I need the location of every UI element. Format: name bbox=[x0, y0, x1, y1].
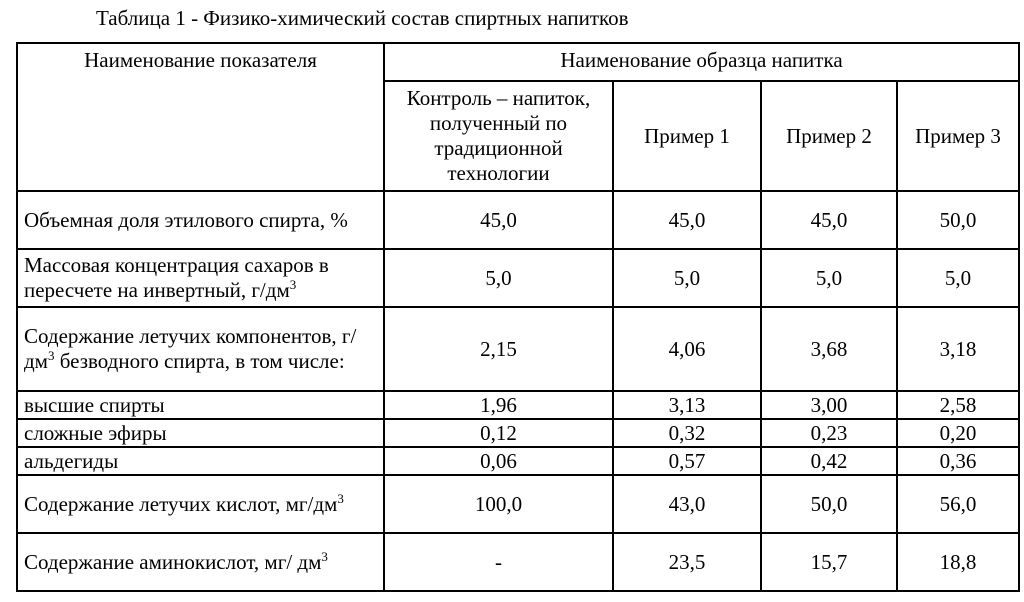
cell-control: 0,06 bbox=[384, 447, 613, 475]
cell-example-1: 5,0 bbox=[613, 249, 761, 307]
row-name-volatile-acids: Содержание летучих кислот, $мг/дм^3$ bbox=[17, 475, 384, 533]
header-sample-group: Наименование образца напитка bbox=[384, 43, 1019, 81]
cell-example-1: 45,0 bbox=[613, 191, 761, 249]
cell-example-3: 0,20 bbox=[897, 419, 1019, 447]
header-row-1 bbox=[17, 43, 1019, 81]
cell-example-3: 5,0 bbox=[897, 249, 1019, 307]
cell-example-2: 15,7 bbox=[761, 533, 897, 591]
row-name-sugars: Массовая концентрация сахаров в пересчете на инвертный, $г/дм^3$ bbox=[17, 249, 384, 307]
cell-example-3: 3,18 bbox=[897, 307, 1019, 391]
cell-control: 2,15 bbox=[384, 307, 613, 391]
cell-control: 45,0 bbox=[384, 191, 613, 249]
cell-example-1: 43,0 bbox=[613, 475, 761, 533]
cell-control: 1,96 bbox=[384, 391, 613, 419]
table-row bbox=[17, 475, 1019, 533]
row-name-amino-acids: Содержание аминокислот, мг/ $дм^3$ bbox=[17, 533, 384, 591]
cell-example-2: 3,68 bbox=[761, 307, 897, 391]
table-row bbox=[17, 391, 1019, 419]
row-name-aldehydes: альдегиды bbox=[17, 447, 384, 475]
row-name-esters: сложные эфиры bbox=[17, 419, 384, 447]
header-example-1: Пример 1 bbox=[613, 81, 761, 191]
header-example-3: Пример 3 bbox=[897, 81, 1019, 191]
cell-example-1: 4,06 bbox=[613, 307, 761, 391]
cell-control: 0,12 bbox=[384, 419, 613, 447]
cell-control: - bbox=[384, 533, 613, 591]
cell-example-3: 2,58 bbox=[897, 391, 1019, 419]
header-example-2: Пример 2 bbox=[761, 81, 897, 191]
cell-example-3: 50,0 bbox=[897, 191, 1019, 249]
cell-example-3: 0,36 bbox=[897, 447, 1019, 475]
header-control: Контроль – напиток, полученный по традиционной технологии bbox=[384, 81, 613, 191]
cell-example-1: 0,57 bbox=[613, 447, 761, 475]
cell-example-1: 0,32 bbox=[613, 419, 761, 447]
cell-example-2: 5,0 bbox=[761, 249, 897, 307]
row-name-ethanol: Объемная доля этилового спирта, % bbox=[17, 191, 384, 249]
table-caption: Таблица 1 - Физико-химический состав спиртных напитков bbox=[96, 6, 629, 30]
table-row bbox=[17, 447, 1019, 475]
cell-example-1: 23,5 bbox=[613, 533, 761, 591]
cell-example-3: 18,8 bbox=[897, 533, 1019, 591]
header-indicator: Наименование показателя bbox=[17, 43, 384, 191]
table-row bbox=[17, 307, 1019, 391]
cell-example-2: 45,0 bbox=[761, 191, 897, 249]
cell-control: 5,0 bbox=[384, 249, 613, 307]
cell-example-1: 3,13 bbox=[613, 391, 761, 419]
cell-example-2: 0,23 bbox=[761, 419, 897, 447]
cell-example-3: 56,0 bbox=[897, 475, 1019, 533]
table-row bbox=[17, 533, 1019, 591]
cell-example-2: 50,0 bbox=[761, 475, 897, 533]
composition-table bbox=[16, 42, 1020, 592]
table-row bbox=[17, 249, 1019, 307]
cell-example-2: 0,42 bbox=[761, 447, 897, 475]
row-name-higher-alcohols: высшие спирты bbox=[17, 391, 384, 419]
row-name-volatile-components: Содержание летучих компонентов, $г/дм^3$ безводного спирта, в том числе: bbox=[17, 307, 384, 391]
table-row bbox=[17, 419, 1019, 447]
cell-example-2: 3,00 bbox=[761, 391, 897, 419]
cell-control: 100,0 bbox=[384, 475, 613, 533]
table-row bbox=[17, 191, 1019, 249]
